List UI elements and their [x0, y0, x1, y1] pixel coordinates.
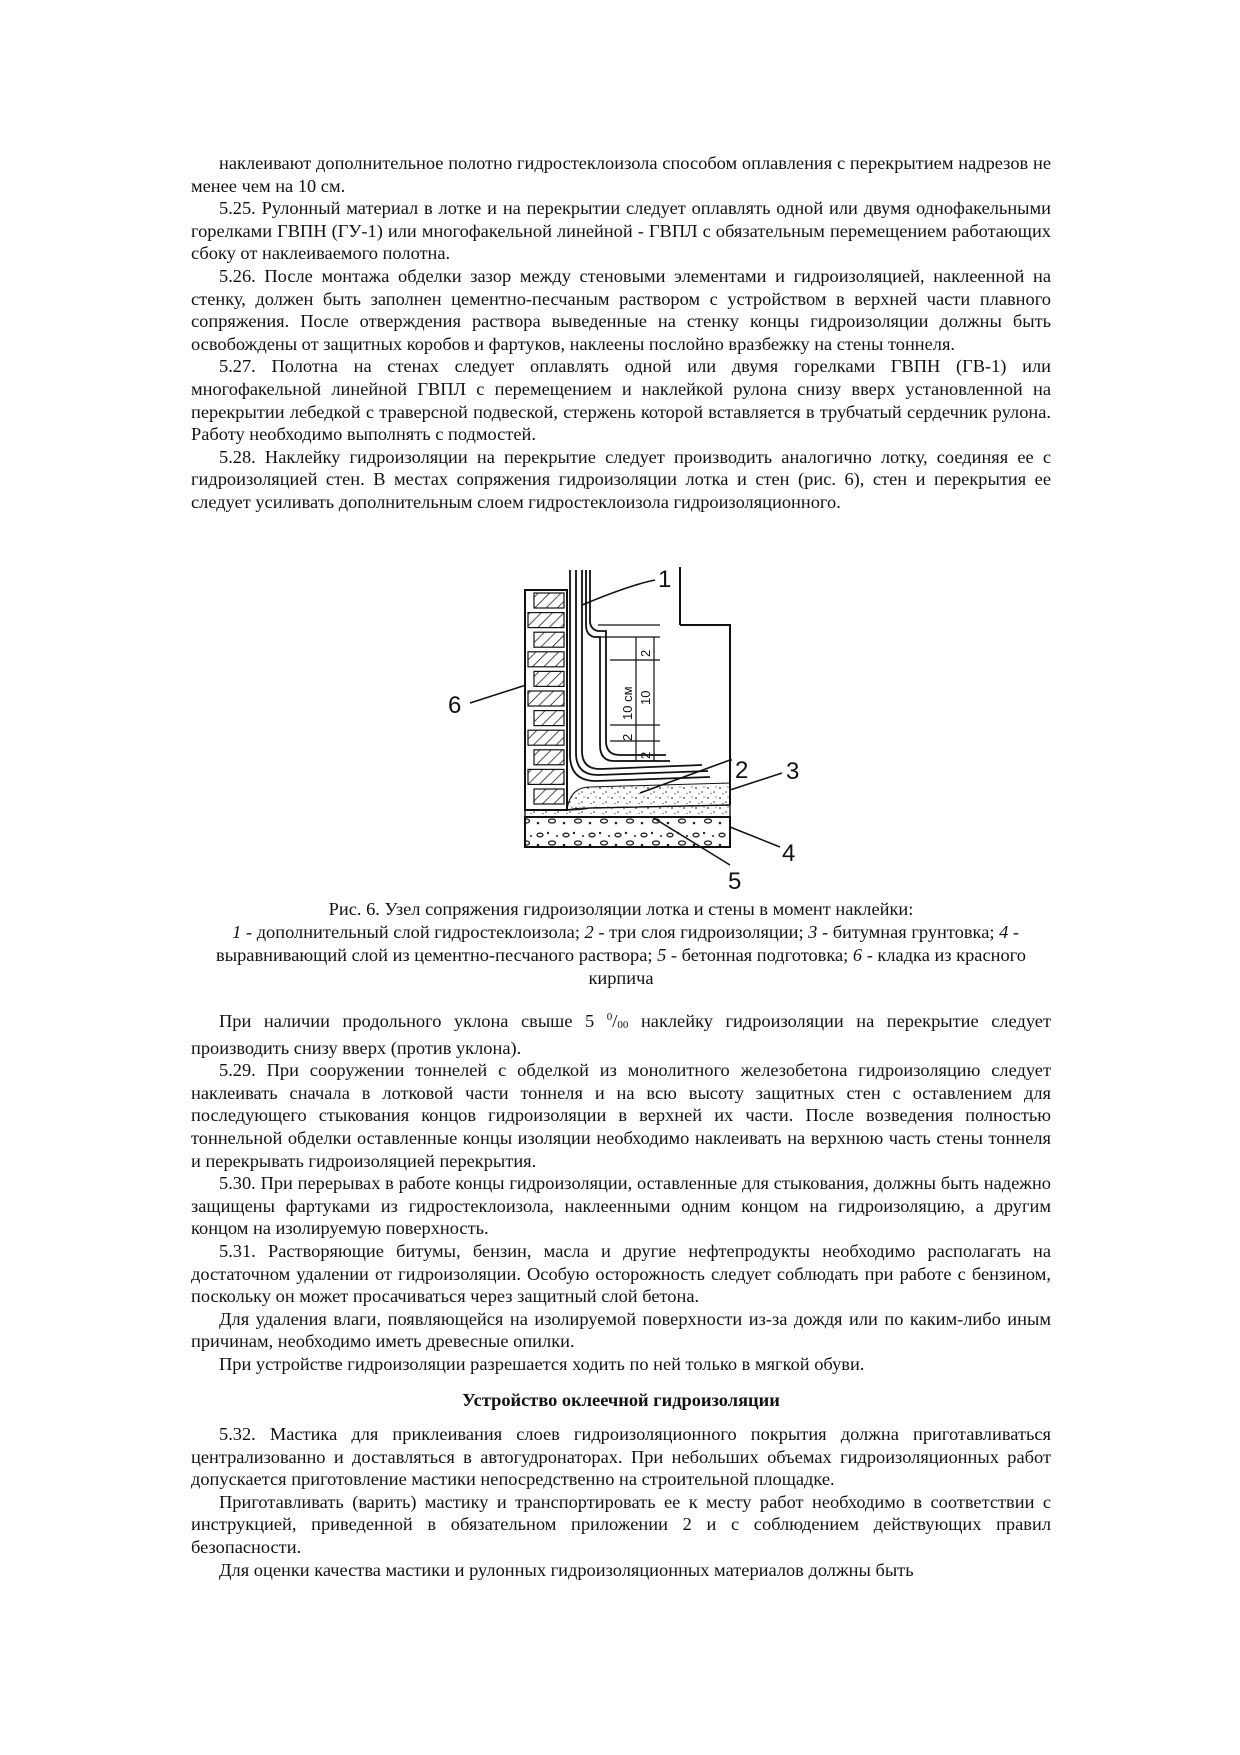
legend-text-2: - три слоя гидроизоляции;	[593, 922, 809, 942]
paragraph-5-30: 5.30. При перерывах в работе концы гидроизоляции, оставленные для стыкования, должны быть надежно защищены фартуками из гидростеклоизола, наклеенными одним концом на гидроизоляцию, а другим концом на изолируемую поверхность.	[191, 1173, 1051, 1239]
paragraph-mastic-prep: Приготавливать (варить) мастику и транспортировать ее к месту работ необходимо в соответствии с инструкцией, приведенной в обязательном приложении 2 и с соблюдением действующих правил безопасности.	[191, 1491, 1051, 1558]
paragraph-5-26: 5.26. После монтажа обделки зазор между стеновыми элементами и гидроизоляцией, наклеенной на стенку, должен быть заполнен цементно-песчаным раствором с устройством в верхней части плавного сопряжения. После отверждения раствора выведенные на стенку концы гидроизоляции должны быть освобождены от защитных коробов и фартуков, наклеены послойно вразбежку на стены тоннеля.	[191, 265, 1051, 354]
caption-legend	[191, 921, 1051, 990]
legend-text-1: - дополнительный слой гидростеклоизола;	[241, 922, 585, 942]
callout-5: 5	[728, 868, 742, 895]
legend-num-1: 1	[232, 922, 242, 942]
paragraph-quality: Для оценки качества мастики и рулонных гидроизоляционных материалов должны быть	[219, 1559, 914, 1580]
permille-slash: /	[612, 1011, 618, 1031]
legend-num-6: 6	[852, 945, 863, 965]
callout-4: 4	[782, 840, 796, 867]
slope-text-a: При наличии продольного уклона свыше 5	[219, 1011, 607, 1031]
brick	[528, 613, 564, 628]
paragraph-soft-shoes: При устройстве гидроизоляции разрешается ходить по ней только в мягкой обуви.	[219, 1353, 865, 1374]
paragraph-5-31: 5.31. Растворяющие битумы, бензин, масла и другие нефтепродукты необходимо располагать на достаточном удалении от гидроизоляции. Особую осторожность следует соблюдать при работе с бензином, поскольку он может просачиваться через защитный слой бетона.	[191, 1240, 1051, 1307]
brick	[534, 593, 564, 608]
section-heading: Устройство оклеечной гидроизоляции	[462, 1389, 780, 1410]
callout-1: 1	[658, 566, 672, 593]
legend-num-3: 3	[808, 922, 818, 942]
brick	[534, 750, 564, 765]
paragraph-slope	[191, 1006, 1051, 1059]
dim-label-2-bottom: 2	[638, 751, 653, 759]
paragraph: наклеивают дополнительное полотно гидростеклоизола способом оплавления с перекрытием надрезов не менее чем на 10 см.	[191, 153, 1051, 196]
slope-text-b: наклейку гидроизоляции на перекрытие следует производить снизу вверх (против уклона).	[191, 1011, 1051, 1058]
brick	[528, 730, 564, 745]
paragraph-5-29: 5.29. При сооружении тоннелей с обделкой из монолитного железобетона гидроизоляцию следует наклеивать сначала в лотковой части тоннеля и на всю высоту защитных стен с оставлением для последующего стыкования концов гидроизоляции в верхней их части. После возведения полностью тоннельной обделки оставленные концы изоляции необходимо наклеивать на верхнюю часть стены тоннеля и перекрывать гидроизоляцией перекрытия.	[191, 1060, 1051, 1171]
dim-label-10cm: 10 см	[620, 686, 635, 720]
callout-6: 6	[448, 692, 462, 719]
concrete-base	[525, 817, 730, 847]
permille-sup: 0	[606, 1011, 613, 1023]
legend-num-2: 2	[584, 922, 594, 942]
brick	[528, 652, 564, 667]
paragraph-5-28: 5.28. Наклейку гидроизоляции на перекрытие следует производить аналогично лотку, соединяя ее с гидроизоляцией стен. В местах сопряжения гидроизоляции лотка и стен (рис. 6), стен и перекрытия ее следует усиливать дополнительным слоем гидростеклоизола гидроизоляционного.	[191, 446, 1051, 512]
figure-caption	[191, 898, 1051, 990]
dim-label-2-mid: 2	[620, 733, 635, 741]
permille-sub: 00	[617, 1019, 629, 1031]
legend-num-5: 5	[657, 945, 667, 965]
legend-text-4: - выравнивающий слой из цементно-песчаного раствора;	[216, 922, 1020, 965]
figure-6-drawing	[430, 565, 850, 895]
paragraph-moisture: Для удаления влаги, появляющейся на изолируемой поверхности из-за дождя или по каким-либо иным причинам, необходимо иметь древесные опилки.	[191, 1308, 1051, 1352]
legend-text-3: - битумная грунтовка;	[817, 922, 1000, 942]
paragraph-5-32: 5.32. Мастика для приклеивания слоев гидроизоляционного покрытия должна приготавливаться централизованно и доставляться в автогудронаторах. При небольших объемах гидроизоляционных работ допускается приготовление мастики непосредственно на строительной площадке.	[191, 1424, 1051, 1490]
callout-3: 3	[786, 758, 800, 785]
legend-text-5: - бетонная подготовка;	[666, 945, 853, 965]
primer-layer	[567, 783, 730, 810]
legend-num-4: 4	[999, 922, 1009, 942]
brick	[534, 671, 564, 686]
brick	[534, 632, 564, 647]
brick	[534, 789, 564, 804]
paragraph-5-27: 5.27. Полотна на стенах следует оплавлять одной или двумя горелками ГВПН (ГВ-1) или многофакельной линейной ГВПЛ с перемещением и наклейкой рулона снизу вверх установленной на перекрытии лебедкой с траверсной подвеской, стержень которой вставляется в трубчатый сердечник рулона. Работу необходимо выполнять с подмостей.	[191, 356, 1051, 445]
dim-label-10: 10	[638, 690, 653, 705]
legend-text-6: - кладка из красного кирпича	[588, 945, 1026, 988]
brick	[528, 691, 564, 706]
callout-2: 2	[735, 757, 749, 784]
caption-title: Рис. 6. Узел сопряжения гидроизоляции лотка и стены в момент наклейки:	[328, 899, 914, 919]
text-block-bottom	[191, 1006, 1051, 1581]
brick-masonry	[525, 590, 567, 810]
dim-label-2-top: 2	[638, 649, 653, 657]
brick	[534, 711, 564, 726]
paragraph-5-25: 5.25. Рулонный материал в лотке и на перекрытии следует оплавлять одной или двумя однофакельными горелками ГВПН (ГУ-1) или многофакельной линейной - ГВПЛ с обязательным перемещением работающих сбоку от наклеиваемого полотна.	[191, 198, 1051, 264]
brick	[528, 769, 564, 784]
text-block-top	[191, 152, 1051, 514]
